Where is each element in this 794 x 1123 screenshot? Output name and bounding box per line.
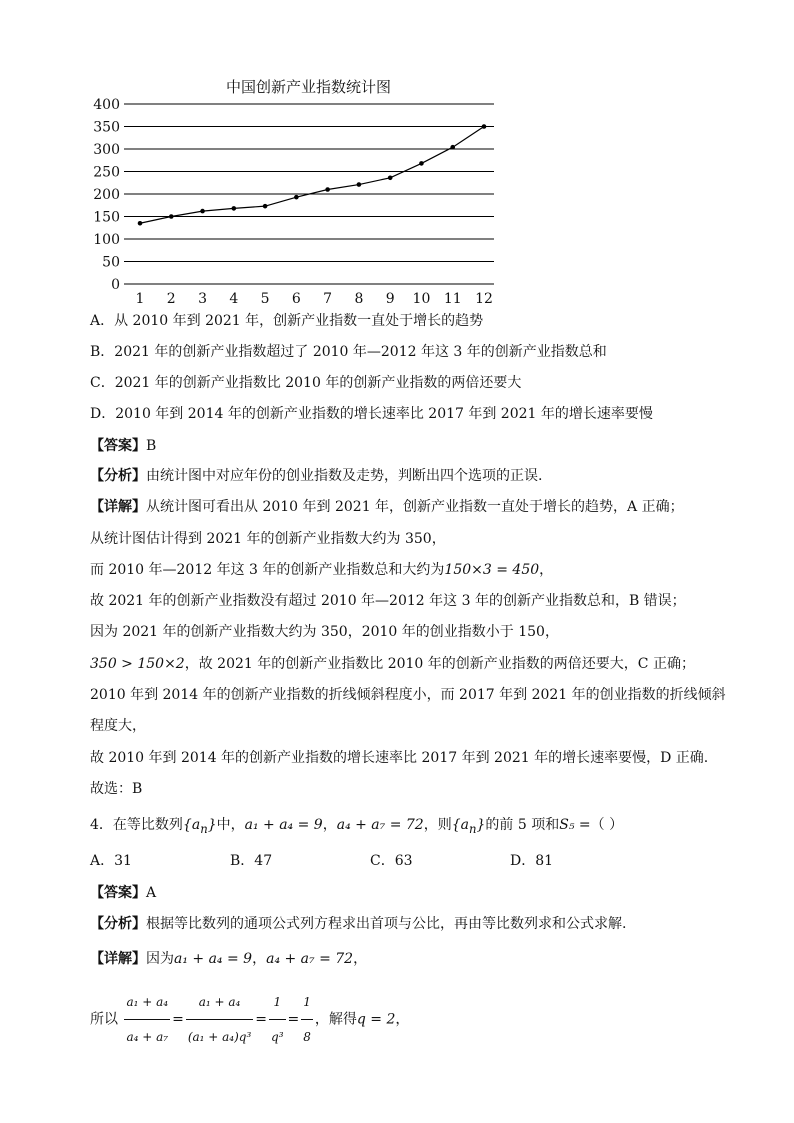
data-point bbox=[419, 161, 424, 166]
math-expr: a₁ + a₄ = 9 bbox=[174, 951, 253, 967]
option-3a: A．从 2010 年到 2021 年，创新产业指数一直处于增长的趋势 bbox=[90, 313, 484, 329]
fraction bbox=[301, 985, 313, 1054]
data-point bbox=[263, 204, 268, 209]
option-3c: C．2021 年的创新产业指数比 2010 年的创新产业指数的两倍还要大 bbox=[90, 375, 522, 391]
detail-text: ， bbox=[353, 951, 368, 967]
question-text: ， bbox=[322, 817, 337, 833]
seq-sub: n bbox=[468, 821, 477, 836]
y-tick-label: 400 bbox=[93, 97, 120, 113]
math-expr: a₄ + a₇ = 72 bbox=[336, 817, 424, 833]
x-tick-label: 4 bbox=[229, 291, 239, 306]
option-4a: A．31 bbox=[90, 853, 132, 869]
analysis-text: 根据等比数列的通项公式列方程求出首项与公比，再由等比数列求和公式求解. bbox=[146, 916, 627, 932]
y-tick-label: 300 bbox=[93, 142, 120, 158]
detail-3-line-9: 故 2010 年到 2014 年的创新产业指数的增长速率比 2017 年到 2021 年的增长速率要慢，D 正确. bbox=[90, 750, 709, 766]
detail-text: 从统计图可看出从 2010 年到 2021 年，创新产业指数一直处于增长的趋势，A 正确； bbox=[146, 499, 684, 515]
detail-4-line-1 bbox=[90, 949, 367, 969]
detail-text: 而 2010 年—2012 年这 3 年的创新产业指数总和大约为 bbox=[90, 562, 445, 578]
analysis-text: 由统计图中对应年份的创业指数及走势，判断出四个选项的正误. bbox=[146, 468, 543, 484]
x-tick-label: 11 bbox=[443, 291, 462, 306]
x-tick-label: 5 bbox=[260, 291, 270, 306]
detail-3-line-7: 2010 年到 2014 年的创新产业指数的折线倾斜程度小，而 2017 年到 2021 年的创业指数的折线倾斜 bbox=[90, 687, 726, 703]
data-point bbox=[232, 206, 237, 211]
fraction-den: (a₁ + a₄)q³ bbox=[187, 1030, 252, 1044]
option-4d: D．81 bbox=[510, 853, 554, 869]
options-4 bbox=[90, 851, 553, 871]
data-point bbox=[138, 221, 143, 226]
x-tick-label: 1 bbox=[135, 291, 145, 306]
data-point bbox=[388, 176, 393, 181]
series-line bbox=[140, 127, 484, 224]
x-tick-label: 3 bbox=[198, 291, 208, 306]
detail-3-line-6 bbox=[90, 654, 695, 674]
data-point bbox=[325, 187, 330, 192]
chart-title: 中国创新产业指数统计图 bbox=[226, 78, 392, 96]
data-point bbox=[482, 124, 487, 129]
fraction-den: a₄ + a₇ bbox=[126, 1030, 169, 1044]
seq-open: {a bbox=[182, 817, 201, 833]
y-tick-label: 100 bbox=[93, 232, 120, 248]
y-tick-label: 250 bbox=[93, 164, 120, 181]
line-chart bbox=[88, 74, 508, 306]
question-text: （ ） bbox=[590, 817, 624, 833]
x-tick-label: 10 bbox=[412, 291, 431, 306]
analysis-3 bbox=[90, 466, 542, 486]
y-tick-label: 200 bbox=[93, 187, 120, 203]
fraction bbox=[124, 985, 170, 1054]
seq-close: } bbox=[207, 817, 217, 833]
fraction-num: 1 bbox=[269, 985, 286, 1020]
analysis-tag: 【分析】 bbox=[90, 916, 146, 932]
y-tick-labels bbox=[93, 97, 120, 293]
detail-text: 所以 bbox=[90, 1011, 118, 1028]
option-4c: C．63 bbox=[370, 853, 413, 869]
detail-text: 因为 bbox=[146, 951, 174, 967]
y-tick-label: 150 bbox=[93, 209, 120, 226]
math-seq bbox=[182, 817, 217, 836]
question-text: 的前 5 项和 bbox=[485, 817, 560, 833]
detail-tag: 【详解】 bbox=[90, 499, 146, 515]
fraction-den: q³ bbox=[271, 1030, 284, 1044]
fraction-num: a₁ + a₄ bbox=[186, 985, 253, 1020]
question-text: 4．在等比数列 bbox=[90, 817, 183, 833]
data-point bbox=[450, 145, 455, 150]
option-4b: B．47 bbox=[230, 853, 273, 869]
fraction bbox=[269, 985, 286, 1054]
x-tick-label: 8 bbox=[354, 291, 364, 306]
question-text: 中， bbox=[216, 817, 245, 833]
math-seq bbox=[451, 817, 486, 836]
question-4 bbox=[90, 815, 623, 839]
detail-4-line-2: 所以 $\frac{\text{a₁ + a₄}}{\text{a₄ + a₇}}$ = $\frac{\text{a₁ + a₄}}{\text{(a₁ + a₄)q³}}$ = $\frac{1}{\text{q³}}$ = $\frac{1}{8}$ ，解得q = 2， bbox=[90, 985, 409, 1054]
seq-sub: n bbox=[200, 821, 208, 836]
question-text: ，则 bbox=[423, 817, 452, 833]
answer-tag: 【答案】 bbox=[90, 438, 146, 454]
detail-text: ，解得 bbox=[314, 1011, 357, 1028]
chart-series bbox=[138, 124, 487, 225]
answer-3 bbox=[90, 436, 156, 456]
detail-3-line-4: 故 2021 年的创新产业指数没有超过 2010 年—2012 年这 3 年的创新产业指数总和，B 错误； bbox=[90, 593, 686, 609]
answer-text: A bbox=[146, 885, 157, 901]
seq-close: } bbox=[476, 817, 486, 833]
x-tick-label: 9 bbox=[385, 291, 395, 306]
math-expr: a₁ + a₄ = 9 bbox=[244, 817, 323, 833]
detail-3-line-5: 因为 2021 年的创新产业指数大约为 350，2010 年的创业指数小于 150， bbox=[90, 624, 559, 640]
detail-tag: 【详解】 bbox=[90, 951, 146, 967]
math-expr: 150×3 = 450 bbox=[444, 562, 540, 578]
fraction-num: 1 bbox=[301, 985, 313, 1020]
detail-text: ， bbox=[395, 1011, 410, 1028]
answer-4 bbox=[90, 883, 156, 903]
math-expr: a₄ + a₇ = 72 bbox=[266, 951, 354, 967]
data-point bbox=[294, 195, 299, 200]
option-3b: B．2021 年的创新产业指数超过了 2010 年—2012 年这 3 年的创新产业指数总和 bbox=[90, 344, 607, 360]
data-point bbox=[169, 214, 174, 219]
detail-text: ，故 2021 年的创新产业指数比 2010 年的创新产业指数的两倍还要大，C 正确； bbox=[184, 656, 695, 672]
answer-tag: 【答案】 bbox=[90, 885, 146, 901]
option-3d: D．2010 年到 2014 年的创新产业指数的增长速率比 2017 年到 2021 年的增长速率要慢 bbox=[90, 406, 653, 422]
y-tick-label: 350 bbox=[93, 119, 120, 136]
answer-text: B bbox=[146, 438, 157, 454]
detail-3-line-2: 从统计图估计得到 2021 年的创新产业指数大约为 350， bbox=[90, 531, 446, 547]
math-expr: S₅ = bbox=[559, 817, 591, 833]
fraction bbox=[186, 985, 253, 1054]
seq-open: {a bbox=[451, 817, 469, 833]
detail-text: ， bbox=[539, 562, 554, 578]
math-expr: 350 > 150×2 bbox=[90, 656, 185, 672]
data-point bbox=[200, 209, 205, 214]
x-tick-label: 7 bbox=[323, 291, 333, 306]
data-point bbox=[357, 182, 362, 187]
fraction-num: a₁ + a₄ bbox=[124, 985, 170, 1020]
detail-3-line-10: 故选：B bbox=[90, 781, 143, 797]
detail-3-line-1 bbox=[90, 497, 684, 517]
x-tick-label: 6 bbox=[291, 291, 301, 306]
detail-3-line-8: 程度大， bbox=[90, 718, 146, 734]
detail-3-line-3 bbox=[90, 560, 553, 580]
y-tick-label: 50 bbox=[102, 254, 120, 271]
detail-text: ， bbox=[252, 951, 267, 967]
x-tick-labels bbox=[136, 291, 493, 306]
x-tick-label: 2 bbox=[166, 291, 176, 306]
analysis-tag: 【分析】 bbox=[90, 468, 146, 484]
x-tick-label: 12 bbox=[475, 291, 493, 306]
math-expr: q = 2 bbox=[356, 1011, 396, 1028]
y-tick-label: 0 bbox=[111, 277, 120, 293]
fraction-den: 8 bbox=[303, 1030, 311, 1044]
analysis-4 bbox=[90, 914, 626, 934]
